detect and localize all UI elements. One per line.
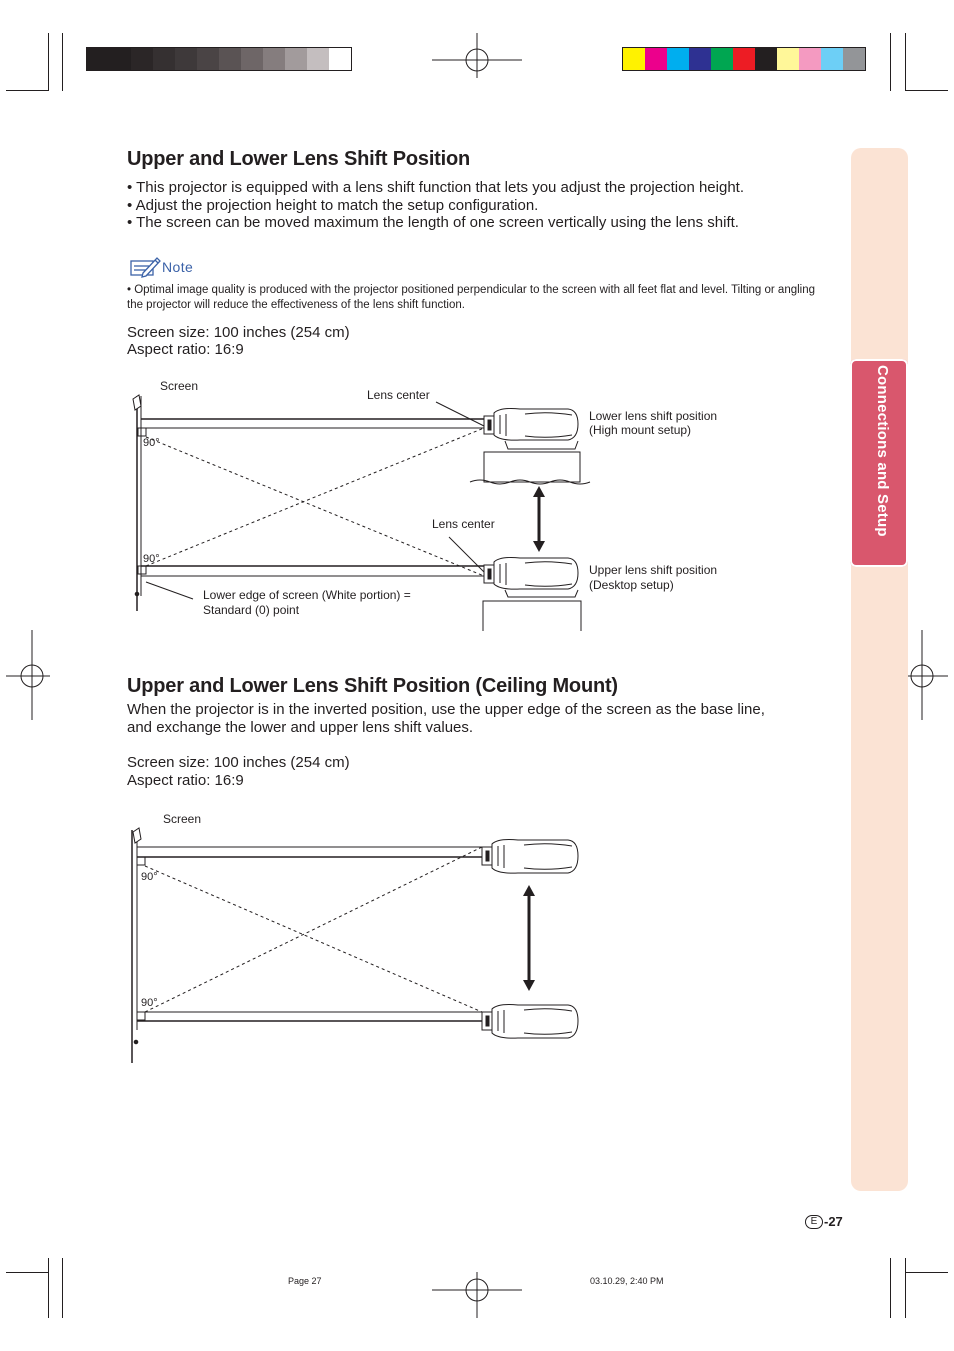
screen-size-2: Screen size: 100 inches (254 cm) — [127, 754, 350, 771]
bullet-item: • The screen can be moved maximum the length of one screen vertically using the lens shift. — [127, 214, 739, 231]
page-number-value: -27 — [824, 1214, 843, 1229]
aspect-ratio-1: Aspect ratio: 16:9 — [127, 341, 244, 358]
lower-edge-label-line1: Lower edge of screen (White portion) = — [203, 588, 411, 602]
section-title-lens-shift: Upper and Lower Lens Shift Position — [127, 148, 471, 170]
lens-center-label-top: Lens center — [367, 388, 430, 402]
aspect-ratio-2: Aspect ratio: 16:9 — [127, 772, 244, 789]
side-tab-label: Connections and Setup — [874, 365, 891, 537]
bullet-item: • This projector is equipped with a lens shift function that lets you adjust the projection height. — [127, 179, 744, 196]
desktop-label-line1: Upper lens shift position — [589, 563, 718, 577]
angle-label-top: 90° — [143, 437, 160, 449]
desktop-label-line2: (Desktop setup) — [589, 578, 674, 592]
high-mount-label-line2: (High mount setup) — [589, 423, 692, 437]
language-badge: E — [805, 1215, 823, 1229]
screen-label-2: Screen — [163, 812, 202, 826]
angle-label-bottom-2: 90° — [141, 997, 158, 1009]
note-label: Note — [162, 259, 194, 275]
screen-label: Screen — [160, 379, 199, 393]
footer-page: Page 27 — [288, 1276, 322, 1286]
ceiling-paragraph-line1: When the projector is in the inverted position, use the upper edge of the screen as the base line, — [127, 701, 765, 718]
angle-label-bottom: 90° — [143, 553, 160, 565]
lens-center-label-bottom: Lens center — [432, 517, 495, 531]
bullet-item: • Adjust the projection height to match the setup configuration. — [127, 196, 539, 214]
footer-timestamp: 03.10.29, 2:40 PM — [590, 1276, 664, 1286]
page-number — [805, 1214, 843, 1229]
screen-size-1: Screen size: 100 inches (254 cm) — [127, 324, 350, 341]
note-text: • Optimal image quality is produced with the projector positioned perpendicular to the screen with all feet flat and level. Tilting or angling the projector will reduce the effectiveness of the lens shift function. — [127, 284, 816, 311]
high-mount-label-line1: Lower lens shift position — [589, 409, 718, 423]
section-title-ceiling-mount: Upper and Lower Lens Shift Position (Ceiling Mount) — [127, 675, 618, 697]
lower-edge-label-line2: Standard (0) point — [203, 603, 300, 617]
ceiling-paragraph-line2: and exchange the lower and upper lens shift values. — [127, 719, 474, 736]
angle-label-top-2: 90° — [141, 871, 158, 883]
